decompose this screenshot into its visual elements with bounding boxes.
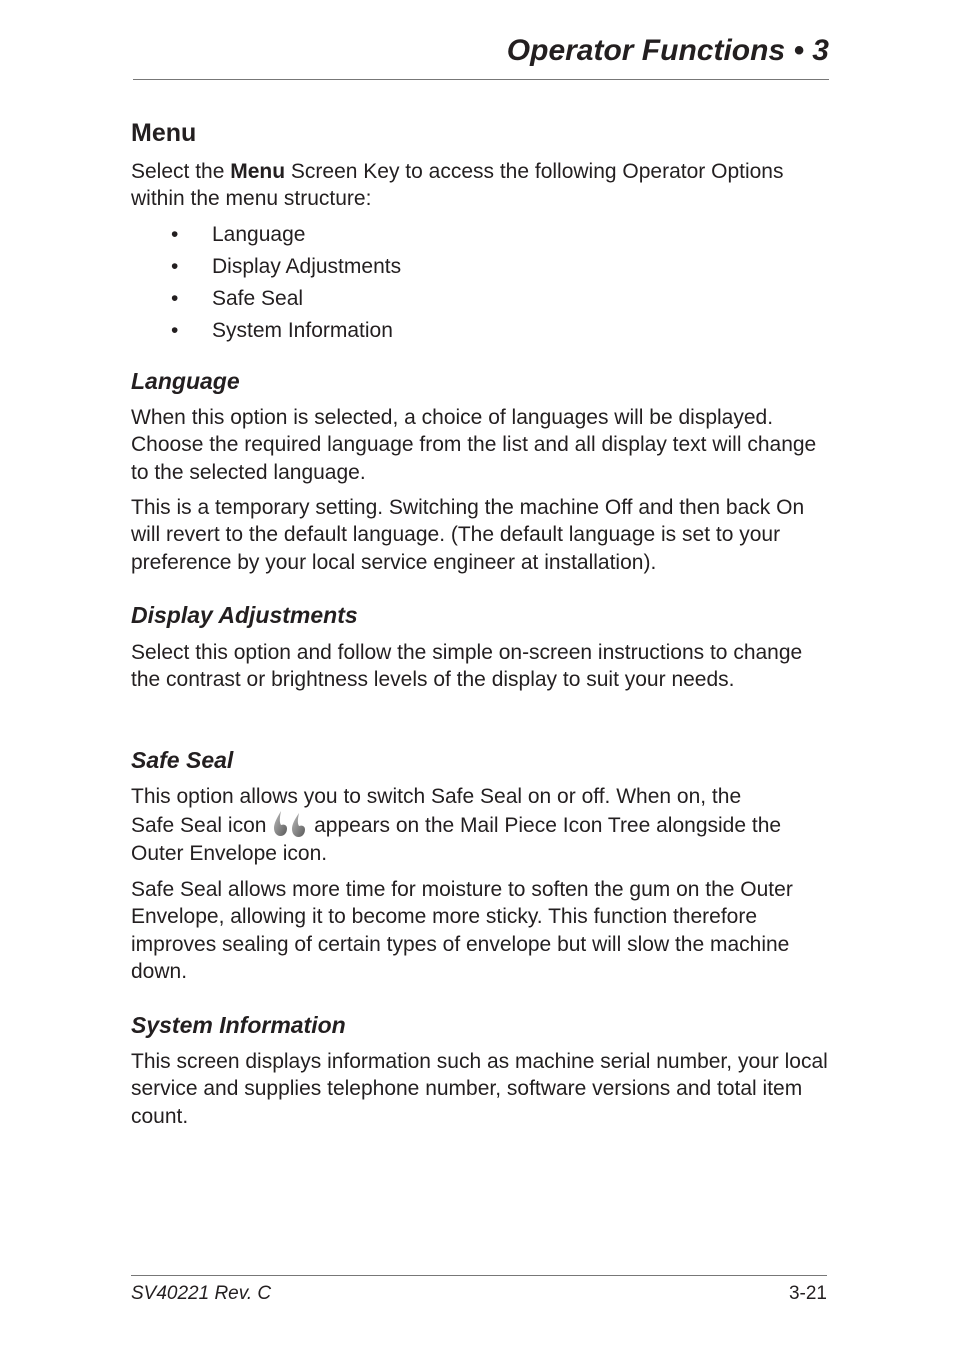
page-header-title: Operator Functions • 3: [506, 34, 829, 67]
menu-heading: Menu: [131, 119, 197, 147]
system-information-heading: System Information: [131, 1012, 346, 1038]
footer-page-number: 3-21: [788, 1283, 827, 1304]
safe-seal-heading: Safe Seal: [131, 747, 234, 773]
display-adjustments-paragraph: Select this option and follow the simple on-screen instructions to change the contrast or brightness levels of the display to suit your needs.: [131, 641, 803, 692]
footer-divider: [131, 1275, 827, 1276]
option-system-information: System Information: [212, 319, 393, 342]
option-safe-seal: Safe Seal: [212, 287, 304, 310]
system-information-paragraph: This screen displays information such as machine serial number, your local service and supplies telephone number, software versions and total item count.: [131, 1050, 828, 1128]
safe-seal-paragraph-1: This option allows you to switch Safe Seal on or off. When on, the Safe Seal icon appears on the Mail Piece Icon Tree alongside the Outer Envelope icon.: [131, 785, 782, 865]
display-adjustments-heading: Display Adjustments: [131, 602, 358, 628]
language-paragraph-2: This is a temporary setting. Switching the machine Off and then back On will revert to the default language. (The default language is set to your preference by your local service engineer at installation).: [131, 496, 805, 574]
footer-document-id: SV40221 Rev. C: [131, 1283, 272, 1304]
safe-seal-icon: [272, 810, 308, 838]
header-divider: [133, 79, 829, 80]
menu-key-name: Menu: [230, 160, 286, 183]
safe-seal-paragraph-2: Safe Seal allows more time for moisture to soften the gum on the Outer Envelope, allowing it to become more sticky. This function therefore improves sealing of certain types of envelope but will slow the machine down.: [131, 878, 793, 983]
option-language: Language: [212, 223, 306, 246]
option-display-adjustments: Display Adjustments: [212, 255, 402, 278]
language-paragraph-1: When this option is selected, a choice of languages will be displayed. Choose the required language from the list and all display text will change to the selected language.: [131, 406, 817, 484]
language-heading: Language: [131, 368, 240, 394]
menu-intro: Select the Menu Screen Key to access the following Operator Options within the menu structure:: [131, 160, 784, 211]
